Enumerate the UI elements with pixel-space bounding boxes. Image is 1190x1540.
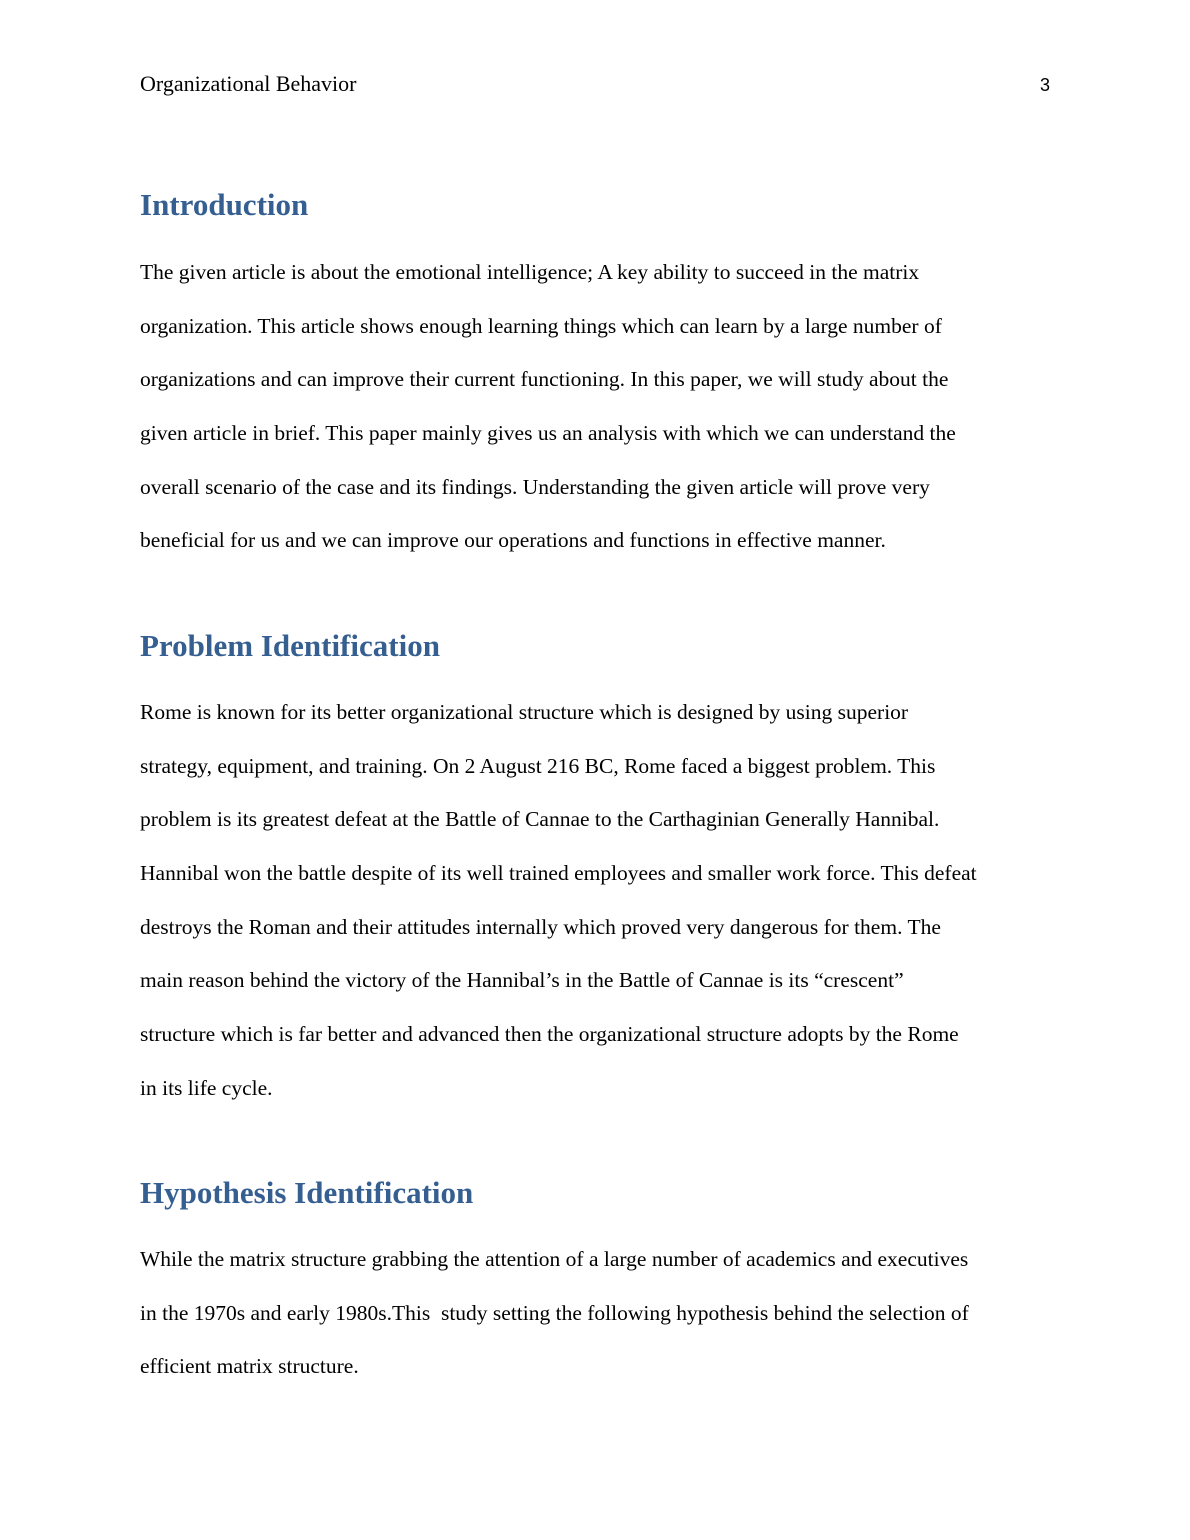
text-line: The given article is about the emotional intelligence; A key ability to succeed in the matrix	[140, 260, 920, 284]
paragraph-introduction	[140, 258, 1060, 580]
text-line: main reason behind the victory of the Hannibal’s in the Battle of Cannae is its “crescent”	[140, 968, 904, 993]
text-line: problem is its greatest defeat at the Battle of Cannae to the Carthaginian Generally Hannibal.	[140, 807, 940, 832]
text-line: efficient matrix structure.	[140, 1354, 359, 1379]
text-line: overall scenario of the case and its findings. Understanding the given article will prove very	[140, 474, 930, 499]
text-line: Rome is known for its better organizational structure which is designed by using superior	[140, 700, 909, 724]
text-line: in the 1970s and early 1980s.This study setting the following hypothesis behind the selection of	[140, 1300, 969, 1325]
text-line: strategy, equipment, and training. On 2 August 216 BC, Rome faced a biggest problem. This	[140, 753, 936, 778]
section-heading-problem-identification: Problem Identification	[140, 628, 440, 663]
text-line: Hannibal won the battle despite of its well trained employees and smaller work force. This defeat	[140, 861, 977, 886]
text-line: organization. This article shows enough learning things which can learn by a large number of	[140, 313, 942, 338]
page-number: 3	[1039, 75, 1050, 95]
running-title: Organizational Behavior	[140, 71, 357, 96]
section-heading-hypothesis-identification: Hypothesis Identification	[140, 1175, 474, 1210]
text-line: While the matrix structure grabbing the attention of a large number of academics and executives	[140, 1247, 969, 1271]
text-line: beneficial for us and we can improve our operations and functions in effective manner.	[140, 528, 886, 553]
text-line: structure which is far better and advanced then the organizational structure adopts by the Rome	[140, 1022, 959, 1047]
text-line: in its life cycle.	[140, 1075, 273, 1100]
text-line: given article in brief. This paper mainly gives us an analysis with which we can understand the	[140, 421, 956, 446]
section-heading-introduction: Introduction	[140, 187, 309, 222]
text-line: organizations and can improve their current functioning. In this paper, we will study about the	[140, 367, 949, 392]
paragraph-problem-identification	[140, 698, 1060, 1128]
text-line: destroys the Roman and their attitudes internally which proved very dangerous for them. The	[140, 914, 941, 939]
paragraph-hypothesis-identification	[140, 1245, 1060, 1406]
